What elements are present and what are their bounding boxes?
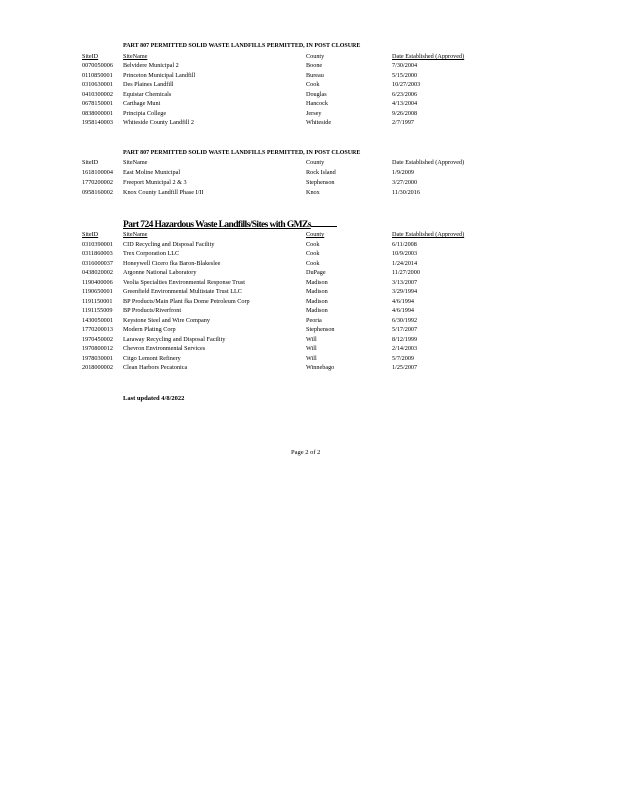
table-header (0, 159, 618, 167)
header-sitename: SiteName (123, 231, 148, 238)
cell-sitename: Princeton Municipal Landfill (123, 71, 196, 79)
header-siteid: SiteID (82, 231, 99, 238)
cell-siteid: 1190400006 (82, 278, 113, 286)
cell-sitename: Equistar Chemicals (123, 90, 172, 98)
table-row (0, 189, 618, 197)
cell-sitename: Belvidere Municipal 2 (123, 62, 179, 69)
cell-sitename: Principia College (123, 109, 167, 117)
cell-sitename: Whiteside County Landfill 2 (123, 119, 194, 126)
cell-county: Stephenson (306, 326, 335, 333)
cell-siteid: 0070050006 (82, 62, 113, 69)
cell-sitename: BP Products/Main Plant fka Dome Petroleum Corp (123, 297, 250, 305)
table-row (0, 100, 618, 108)
cell-date: 10/9/2003 (392, 250, 418, 257)
cell-county: Cook (306, 259, 320, 267)
table-row (0, 364, 618, 372)
cell-siteid: 0310390001 (82, 240, 113, 248)
header-county: County (306, 159, 325, 166)
cell-siteid: 2018000002 (82, 364, 113, 371)
cell-date: 5/15/2000 (392, 71, 418, 79)
cell-county: Madison (306, 297, 328, 305)
cell-sitename: Des Plaines Landfill (123, 81, 174, 88)
cell-date: 6/11/2008 (392, 240, 417, 248)
cell-county: Madison (306, 278, 328, 286)
table-row (0, 260, 618, 268)
cell-county: Cook (306, 250, 320, 257)
cell-sitename: Keystone Steel and Wire Company (123, 316, 210, 324)
cell-date: 3/27/2000 (392, 179, 418, 186)
cell-date: 5/7/2009 (392, 354, 415, 362)
table-row (0, 345, 618, 353)
cell-county: Cook (306, 81, 320, 88)
cell-siteid: 0410300002 (82, 90, 113, 98)
cell-sitename: Knox County Landfill Phase I/II (123, 188, 204, 196)
cell-sitename: Citgo Lemont Refinery (123, 354, 181, 362)
cell-siteid: 1430050001 (82, 316, 113, 324)
cell-county: Winnebago (306, 364, 335, 371)
cell-date: 10/27/2003 (392, 81, 421, 88)
cell-date: 6/30/1992 (392, 316, 418, 324)
cell-siteid: 1190650001 (82, 288, 113, 295)
cell-county: Madison (306, 307, 328, 314)
cell-county: Whiteside (306, 119, 332, 126)
cell-county: Knox (306, 188, 320, 196)
cell-date: 1/24/2014 (392, 259, 418, 267)
cell-siteid: 1770200013 (82, 326, 113, 333)
table-row (0, 81, 618, 89)
table-row (0, 62, 618, 70)
cell-sitename: Honeywell Cicero fka Baron-Blakeslee (123, 259, 221, 267)
cell-county: Madison (306, 288, 328, 295)
cell-date: 5/17/2007 (392, 326, 418, 333)
table-row (0, 250, 618, 258)
table-row (0, 269, 618, 277)
cell-county: Douglas (306, 90, 327, 98)
cell-sitename: Carthage Muni (123, 100, 161, 107)
table-row (0, 326, 618, 334)
cell-county: Rock Island (306, 169, 336, 176)
section-title: PART 807 PERMITTED SOLID WASTE LANDFILLS PERMITTED, IN POST CLOSURE (123, 43, 361, 49)
cell-date: 11/30/2016 (392, 188, 420, 196)
table-row (0, 279, 618, 287)
table-row (0, 119, 618, 127)
cell-sitename: BP Products/Riverfront (123, 307, 182, 314)
cell-siteid: 0311860003 (82, 250, 113, 257)
cell-date: 7/30/2004 (392, 62, 418, 69)
cell-siteid: 1970800012 (82, 345, 113, 352)
cell-siteid: 0438020002 (82, 269, 113, 276)
table-row (0, 169, 618, 177)
cell-date: 11/27/2000 (392, 269, 420, 276)
cell-county: Stephenson (306, 179, 335, 186)
table-row (0, 336, 618, 344)
cell-siteid: 1970450002 (82, 335, 113, 343)
cell-siteid: 1958140003 (82, 119, 113, 126)
header-siteid: SiteID (82, 159, 99, 166)
title-underline-extension (311, 219, 337, 227)
cell-date: 9/26/2008 (392, 109, 418, 117)
cell-date: 2/14/2003 (392, 345, 418, 352)
cell-siteid: 1618100004 (82, 169, 113, 176)
section-title (123, 219, 337, 230)
cell-siteid: 0316000037 (82, 259, 113, 267)
section-title-text: Part 724 Hazardous Waste Landfills/Sites with GMZs (123, 220, 311, 230)
cell-date: 4/6/1994 (392, 307, 415, 314)
cell-date: 2/7/1997 (392, 119, 415, 126)
cell-date: 4/6/1994 (392, 297, 415, 305)
cell-date: 3/13/2007 (392, 278, 418, 286)
table-row (0, 91, 618, 99)
cell-date: 3/29/1994 (392, 288, 418, 295)
cell-sitename: Veolia Specialties Environmental Response Trust (123, 278, 246, 286)
cell-date: 8/12/1999 (392, 335, 418, 343)
table-row (0, 72, 618, 80)
header-date: Date Established (Approved) (392, 231, 465, 238)
section-title: PART 807 PERMITTED SOLID WASTE LANDFILLS PERMITTED, IN POST CLOSURE (123, 150, 361, 156)
cell-county: Bureau (306, 71, 324, 79)
cell-sitename: Trex Corporation LLC (123, 250, 180, 257)
cell-siteid: 1191155009 (82, 307, 113, 314)
cell-county: Jersey (306, 109, 322, 117)
cell-sitename: CID Recycling and Disposal Facility (123, 240, 215, 248)
cell-sitename: Modern Plating Corp (123, 326, 176, 333)
cell-county: Will (306, 354, 317, 362)
cell-sitename: Greenfield Environmental Multistate Trust LLC (123, 288, 242, 295)
cell-date: 6/23/2006 (392, 90, 418, 98)
cell-county: Hancock (306, 100, 328, 107)
cell-siteid: 0310630001 (82, 81, 113, 88)
cell-sitename: Freeport Municipal 2 & 3 (123, 179, 187, 186)
header-county: County (306, 53, 325, 60)
cell-date: 1/25/2007 (392, 364, 418, 371)
header-sitename: SiteName (123, 53, 148, 60)
table-header (0, 231, 618, 239)
cell-siteid: 0678150001 (82, 100, 113, 107)
header-date: Date Established (Approved) (392, 53, 465, 60)
table-row (0, 298, 618, 306)
table-row (0, 307, 618, 315)
cell-siteid: 1191150001 (82, 297, 113, 305)
table-row (0, 355, 618, 363)
table-row (0, 179, 618, 187)
cell-date: 4/13/2004 (392, 100, 418, 107)
header-date: Date Established (Approved) (392, 159, 465, 166)
cell-sitename: Clean Harbors Pecatonica (123, 364, 188, 371)
table-row (0, 110, 618, 118)
cell-county: Will (306, 335, 317, 343)
cell-siteid: 0838000001 (82, 109, 113, 117)
page-number: Page 2 of 2 (291, 449, 321, 456)
header-county: County (306, 231, 325, 238)
cell-county: Cook (306, 240, 320, 248)
cell-sitename: East Moline Municipal (123, 169, 181, 176)
cell-date: 1/9/2009 (392, 169, 415, 176)
cell-sitename: Argonne National Laboratory (123, 269, 197, 276)
cell-siteid: 1770200002 (82, 179, 113, 186)
header-sitename: SiteName (123, 159, 148, 166)
cell-county: Will (306, 345, 317, 352)
table-row (0, 241, 618, 249)
cell-siteid: 0110850001 (82, 71, 113, 79)
cell-sitename: Laraway Recycling and Disposal Facility (123, 335, 226, 343)
cell-siteid: 0958160002 (82, 188, 113, 196)
last-updated: Last updated 4/8/2022 (123, 395, 185, 402)
table-row (0, 288, 618, 296)
cell-siteid: 1978030001 (82, 354, 113, 362)
cell-county: DuPage (306, 269, 326, 276)
cell-sitename: Chevron Environmental Services (123, 345, 206, 352)
cell-county: Boone (306, 62, 323, 69)
table-header (0, 53, 618, 61)
table-row (0, 317, 618, 325)
cell-county: Peoria (306, 316, 322, 324)
header-siteid: SiteID (82, 53, 99, 60)
